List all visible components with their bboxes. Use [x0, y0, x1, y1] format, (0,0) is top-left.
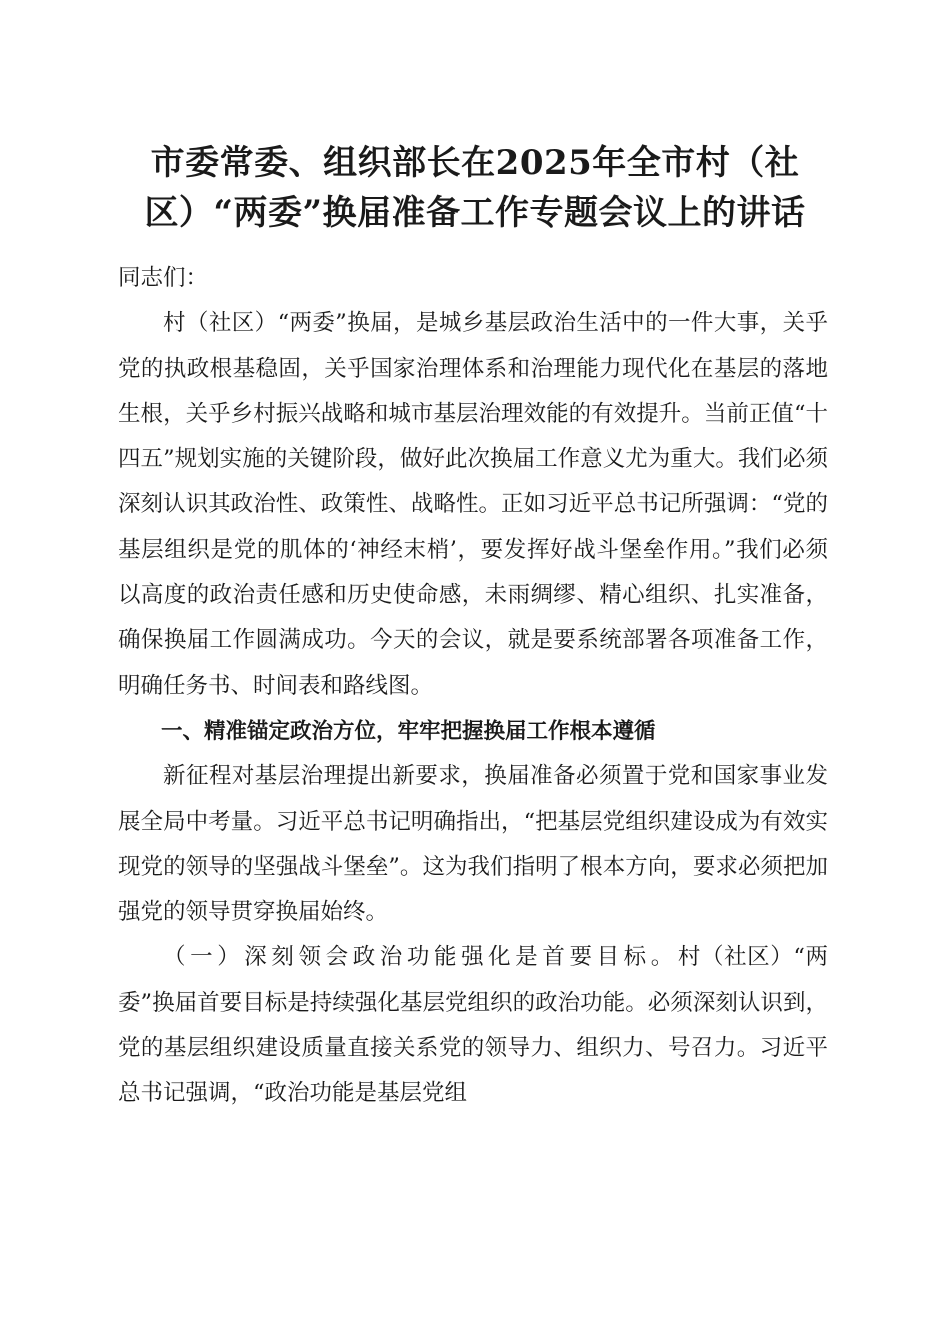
document-title	[110, 138, 840, 238]
salutation: 同志们：	[118, 265, 209, 291]
paragraph-intro: 村（社区）“两委”换届，是城乡基层政治生活中的一件大事，关乎党的执政根基稳固，关乎国家治理体系和治理能力现代化在基层的落地生根，关乎乡村振兴战略和城市基层治理效能的有效提升。当前正值“十四五”规划实施的关键阶段，做好此次换届工作意义尤为重大。我们必须深刻认识其政治性、政策性、战略性。正如习近平总书记所强调：“党的基层组织是党的肌体的‘神经末梢’，要发挥好战斗堡垒作用。”我们必须以高度的政治责任感和历史使命感，未雨绸缪、精心组织、扎实准备，确保换届工作圆满成功。今天的会议，就是要系统部署各项准备工作，明确任务书、时间表和路线图。	[118, 310, 828, 699]
subsection-heading-1: （一）深刻领会政治功能强化是首要目标。	[163, 944, 678, 971]
section-heading-1: 一、精准锚定政治方位，牢牢把握换届工作根本遵循	[161, 718, 656, 744]
title-line-1: 市委常委、组织部长在2025年全市村（社	[150, 143, 800, 183]
subsection-1-text: 村（社区）“两委”换届首要目标是持续强化基层党组织的政治功能。必须深刻认识到，党的基层组织建设质量直接关系党的领导力、组织力、号召力。习近平总书记强调，“政治功能是基层党组	[118, 944, 828, 1107]
title-line-2: 区）“两委”换届准备工作专题会议上的讲话	[144, 193, 806, 233]
document-body	[118, 256, 828, 1117]
paragraph-section-1: 新征程对基层治理提出新要求，换届准备必须置于党和国家事业发展全局中考量。习近平总书记明确指出，“把基层党组织建设成为有效实现党的领导的坚强战斗堡垒”。这为我们指明了根本方向，要求必须把加强党的领导贯穿换届始终。	[118, 763, 828, 926]
paragraph-subsection-1	[118, 935, 828, 1116]
